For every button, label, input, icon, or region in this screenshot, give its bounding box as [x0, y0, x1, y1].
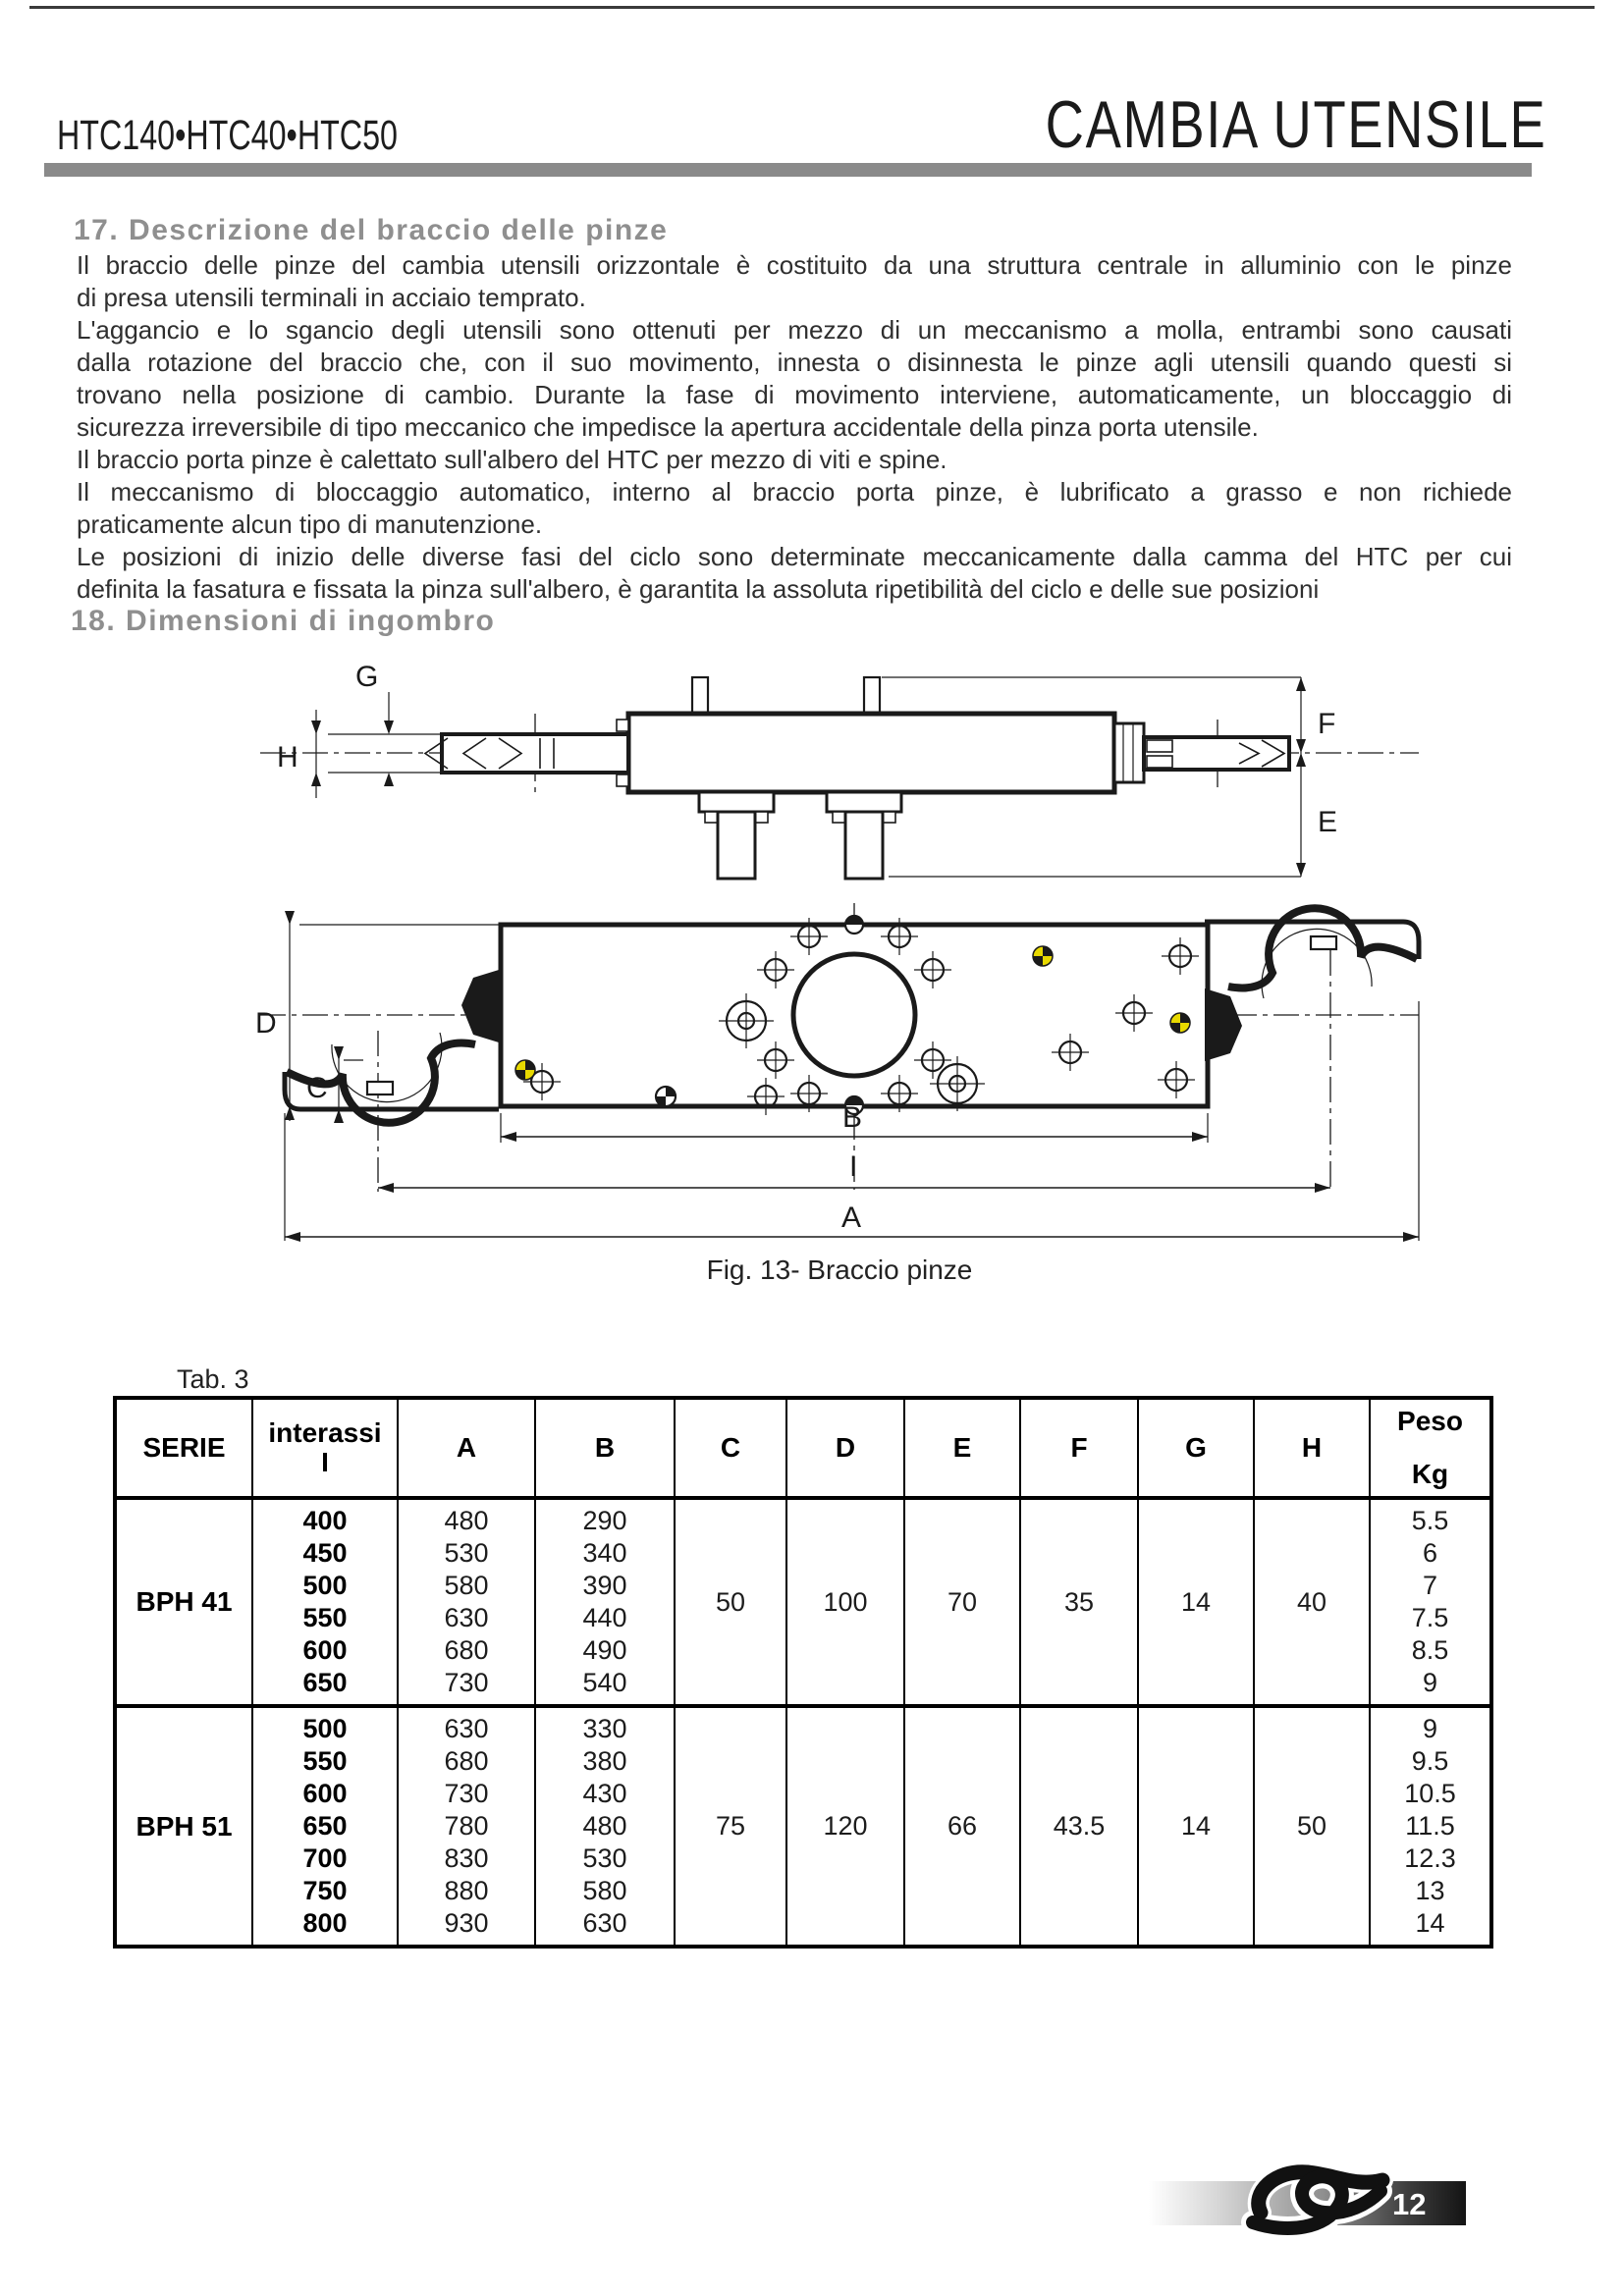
paragraph-line: L'aggancio e lo sgancio degli utensili sono ottenuti per mezzo di un meccanismo a molla, entrambi sono causati [77, 315, 1512, 345]
col-e-cell: 66 [904, 1706, 1020, 1947]
col-header-serie: SERIE [115, 1398, 252, 1498]
serie-cell: BPH 41 [115, 1498, 252, 1706]
col-header-b: B [535, 1398, 675, 1498]
page-number: 12 [1392, 2187, 1427, 2221]
peso-cell: 9 9.5 10.5 11.5 12.3 13 14 [1370, 1706, 1491, 1947]
paragraph-line: trovano nella posizione di cambio. Durante la fase di movimento interviene, automaticamente, un bloccaggio di [77, 380, 1512, 409]
header-divider-bar [44, 163, 1532, 177]
col-e-cell: 70 [904, 1498, 1020, 1706]
col-b-cell: 290 340 390 440 490 540 [535, 1498, 675, 1706]
dim-label-i: I [849, 1150, 858, 1183]
table-header-row [115, 1398, 1491, 1498]
col-h-cell: 50 [1254, 1706, 1370, 1947]
dim-label-g: G [355, 661, 379, 693]
col-d-cell: 120 [786, 1706, 904, 1947]
paragraph-line: Le posizioni di inizio delle diverse fasi del ciclo sono determinate meccanicamente dalla camma del HTC per cui [77, 542, 1512, 571]
col-d-cell: 100 [786, 1498, 904, 1706]
col-h-cell: 40 [1254, 1498, 1370, 1706]
dim-label-b: B [842, 1101, 863, 1134]
dim-label-d: D [255, 1007, 277, 1040]
figure-caption: Fig. 13- Braccio pinze [706, 1255, 973, 1285]
col-b-cell: 330 380 430 480 530 580 630 [535, 1706, 675, 1947]
interassi-cell: 500 550 600 650 700 750 800 [252, 1706, 398, 1947]
paragraph-line: dalla rotazione del braccio che, con il suo movimento, innesta o disinnesta le pinze agli utensili quando questi si [77, 347, 1512, 377]
arm-front-view-drawing [245, 895, 1434, 1249]
col-g-cell: 14 [1138, 1706, 1254, 1947]
col-a-cell: 630 680 730 780 830 880 930 [398, 1706, 535, 1947]
col-header-interassi: interassi I [252, 1398, 398, 1498]
col-c-cell: 50 [675, 1498, 786, 1706]
section17-heading: 17. Descrizione del braccio delle pinze [74, 214, 669, 246]
table-group-row [115, 1706, 1491, 1947]
col-c-cell: 75 [675, 1706, 786, 1947]
paragraph-line: praticamente alcun tipo di manutenzione. [77, 509, 543, 539]
serie-cell: BPH 51 [115, 1706, 252, 1947]
col-header-e: E [904, 1398, 1020, 1498]
paragraph-line: sicurezza irreversibile di tipo meccanico che impedisce la apertura accidentale della pinza porta utensile. [77, 412, 1259, 442]
dim-label-f: F [1318, 708, 1336, 740]
col-header-f: F [1020, 1398, 1138, 1498]
page-title: CAMBIA UTENSILE [1045, 87, 1546, 162]
col-header-g: G [1138, 1398, 1254, 1498]
body-paragraphs [77, 249, 1512, 606]
company-swirl-logo-icon [1233, 2154, 1400, 2248]
col-g-cell: 14 [1138, 1498, 1254, 1706]
dim-label-e: E [1318, 806, 1338, 838]
col-f-cell: 43.5 [1020, 1706, 1138, 1947]
paragraph-line: Il braccio delle pinze del cambia utensili orizzontale è costituito da una struttura centrale in alluminio con le pinze [77, 250, 1512, 280]
section18-heading: 18. Dimensioni di ingombro [71, 605, 496, 637]
arm-side-view-drawing [245, 643, 1434, 888]
peso-cell: 5.5 6 7 7.5 8.5 9 [1370, 1498, 1491, 1706]
paragraph-line: Il braccio porta pinze è calettato sull'albero del HTC per mezzo di viti e spine. [77, 445, 947, 474]
dim-label-a: A [841, 1201, 862, 1234]
paragraph-line: Il meccanismo di bloccaggio automatico, interno al braccio porta pinze, è lubrificato a grasso e non richiede [77, 477, 1512, 507]
dim-label-h: H [277, 741, 298, 774]
table-body [115, 1498, 1491, 1947]
table-label: Tab. 3 [177, 1364, 249, 1394]
col-a-cell: 480 530 580 630 680 730 [398, 1498, 535, 1706]
col-f-cell: 35 [1020, 1498, 1138, 1706]
header-model-codes: HTC140•HTC40•HTC50 [57, 112, 398, 159]
col-header-peso: Peso Kg [1370, 1398, 1491, 1498]
col-header-a: A [398, 1398, 535, 1498]
col-header-h: H [1254, 1398, 1370, 1498]
interassi-cell: 400 450 500 550 600 650 [252, 1498, 398, 1706]
col-header-d: D [786, 1398, 904, 1498]
paragraph-line: definita la fasatura e fissata la pinza sull'albero, è garantita la assoluta ripetibilità del ciclo e delle sue posizioni [77, 574, 1320, 604]
table-group-row [115, 1498, 1491, 1706]
dimensions-table [113, 1396, 1493, 1949]
paragraph-line: di presa utensili terminali in acciaio temprato. [77, 283, 586, 312]
page-top-rule [29, 6, 1595, 9]
dim-label-c: C [306, 1072, 328, 1104]
col-header-c: C [675, 1398, 786, 1498]
